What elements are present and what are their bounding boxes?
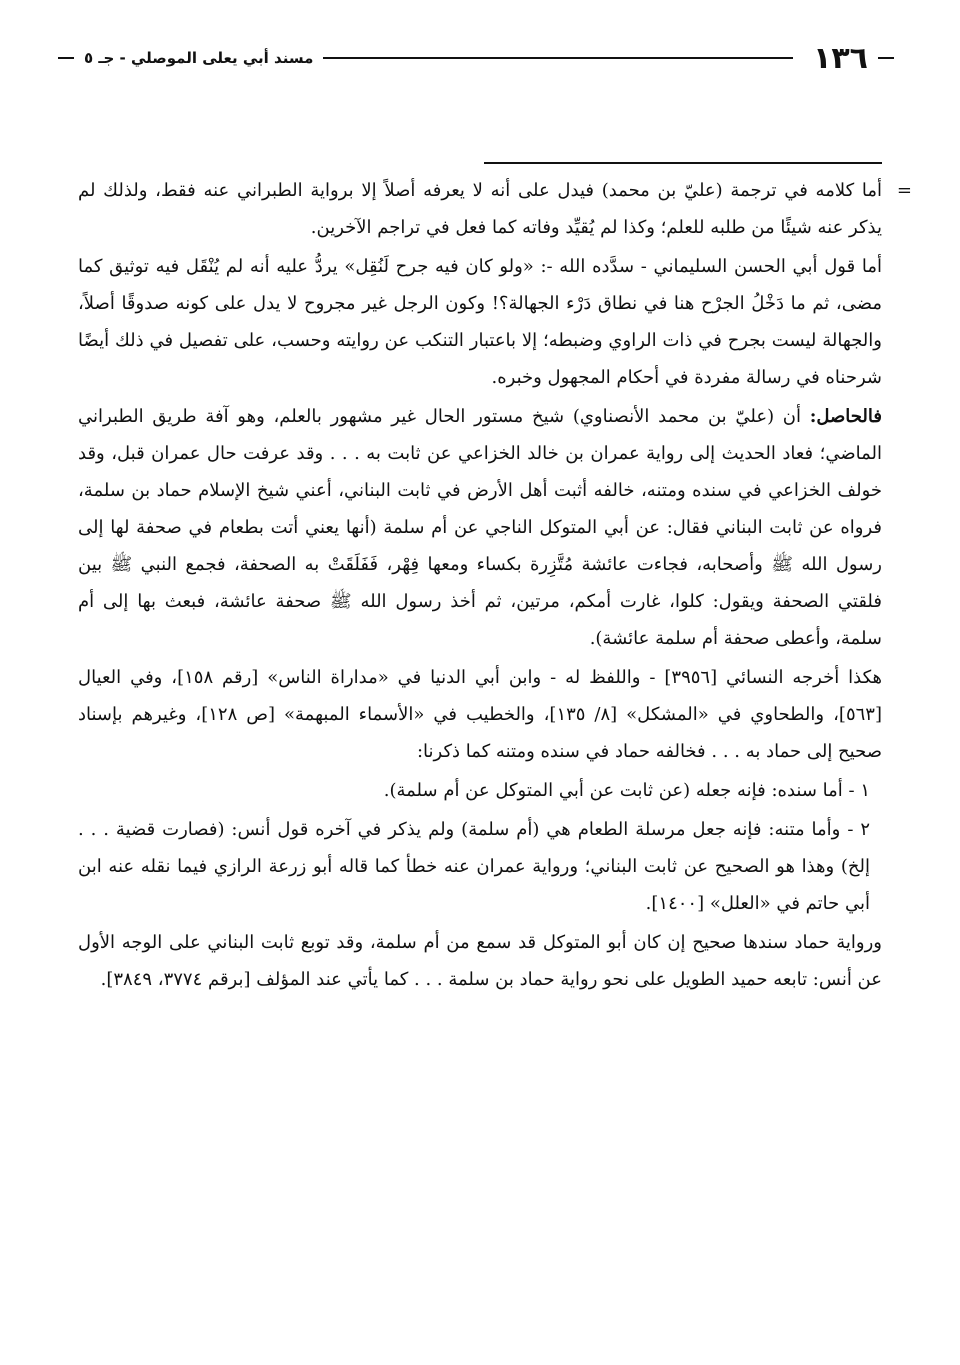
paragraph-text: أما كلامه في ترجمة (عليّ بن محمد) فيدل على أنه لا يعرفه أصلاً إلا برواية الطبراني عنه فقط، ولذلك لم يذكر عنه شيئًا من طلبه للعلم؛ وكذا لم يُقيِّد وفاته كما فعل في تراجم الآخرين. [78,180,882,238]
continuation-mark: = [896,180,912,201]
header-rule-left [58,57,74,59]
summary-lead: فالحاصل: [809,406,882,427]
footnote-body [78,172,912,1000]
paragraph [78,172,912,246]
paragraph-text: وأما متنه: فإنه جعل مرسلة الطعام هي (أم سلمة) ولم يذكر في آخره قول أنس: (فصارت قضية . . . إلخ) وهذا هو الصحيح عن ثابت البناني؛ ورواية عمران عنه خطأ كما قاله أبو زرعة الرازي فيما نقله عنه ابن أبي حاتم في «العلل» [١٤٠٠]. [78,819,870,914]
list-item [78,811,882,922]
list-number: ٢ - [847,819,870,840]
paragraph [78,398,882,657]
running-header [48,38,904,78]
paragraph-text: أن (عليّ بن محمد الأنصناوي) شيخ مستور الحال غير مشهور بالعلم، وهو آفة طريق الطبراني الماضي؛ فعاد الحديث إلى رواية عمران بن خالد الخزاعي عن ثابت به . . . وقد عرفت حال عمران قبل، وقد خولف الخزاعي في سنده ومتنه، خالفه أثبت أهل الأرض في ثابت البناني، أعني شيخ الإسلام حماد بن سلمة، فرواه عن ثابت البناني فقال: عن أبي المتوكل الناجي عن أم سلمة (أنها يعني أتت بطعام في صحفة لها إلى رسول الله ﷺ وأصحابه، فجاءت عائشة مُتَّزِرة بكساء ومعها فِهْر، فَفَلَقَتْ به الصحفة، فجمع النبي ﷺ بين فلقتي الصحفة ويقول: كلوا، غارت أمكم، مرتين، ثم أخذ رسول الله ﷺ صحفة عائشة، فبعث بها إلى أم سلمة، وأعطى صحفة أم سلمة عائشة). [78,406,882,649]
book-title: مسند أبي يعلى الموصلي - جـ ٥ [84,49,314,67]
header-rule-middle [323,57,793,59]
header-rule-right [878,57,894,59]
footnote-separator [484,162,882,164]
list-item: ١ - أما سنده: فإنه جعله (عن ثابت عن أبي المتوكل عن أم سلمة). [383,780,870,801]
paragraph: أما قول أبي الحسن السليماني - سدَّده الله -: «ولو كان فيه جرح لَنُقِل» يردُّ عليه أنه لم يُنْقَل فيه توثيق كما مضى، ثم ما دَخْلُ الجرْح هنا في نطاق دَرْء الجهالة؟! وكون الرجل غير مجروح لا يدل على كونه صدوقًا أصلاً، والجهالة ليست بجرح في ذات الراوي وضبطه؛ إلا باعتبار التنكب عن روايته وحسب، على تفصيل في ذلك أيضًا شرحناه في رسالة مفردة في أحكام المجهول وخبره. [78,256,882,388]
paragraph: هكذا أخرجه النسائي [٣٩٥٦] - واللفظ له - وابن أبي الدنيا في «مداراة الناس» [رقم ١٥٨]، وفي العيال [٥٦٣]، والطحاوي في «المشكل» [٨/ ١٣٥]، والخطيب في «الأسماء المبهمة» [ص ١٢٨]، وغيرهم بإسناد صحيح إلى حماد به . . . فخالفه حماد في سنده ومتنه كما ذكرنا: [78,667,882,762]
page-number: ١٣٦ [813,40,868,76]
paragraph: ورواية حماد سندها صحيح إن كان أبو المتوكل قد سمع من أم سلمة، وقد توبع ثابت البناني على الوجه الأول عن أنس: تابعه حميد الطويل على نحو رواية حماد بن سلمة . . . كما يأتي عند المؤلف [برقم ٣٧٧٤، ٣٨٤٩]. [78,932,882,990]
